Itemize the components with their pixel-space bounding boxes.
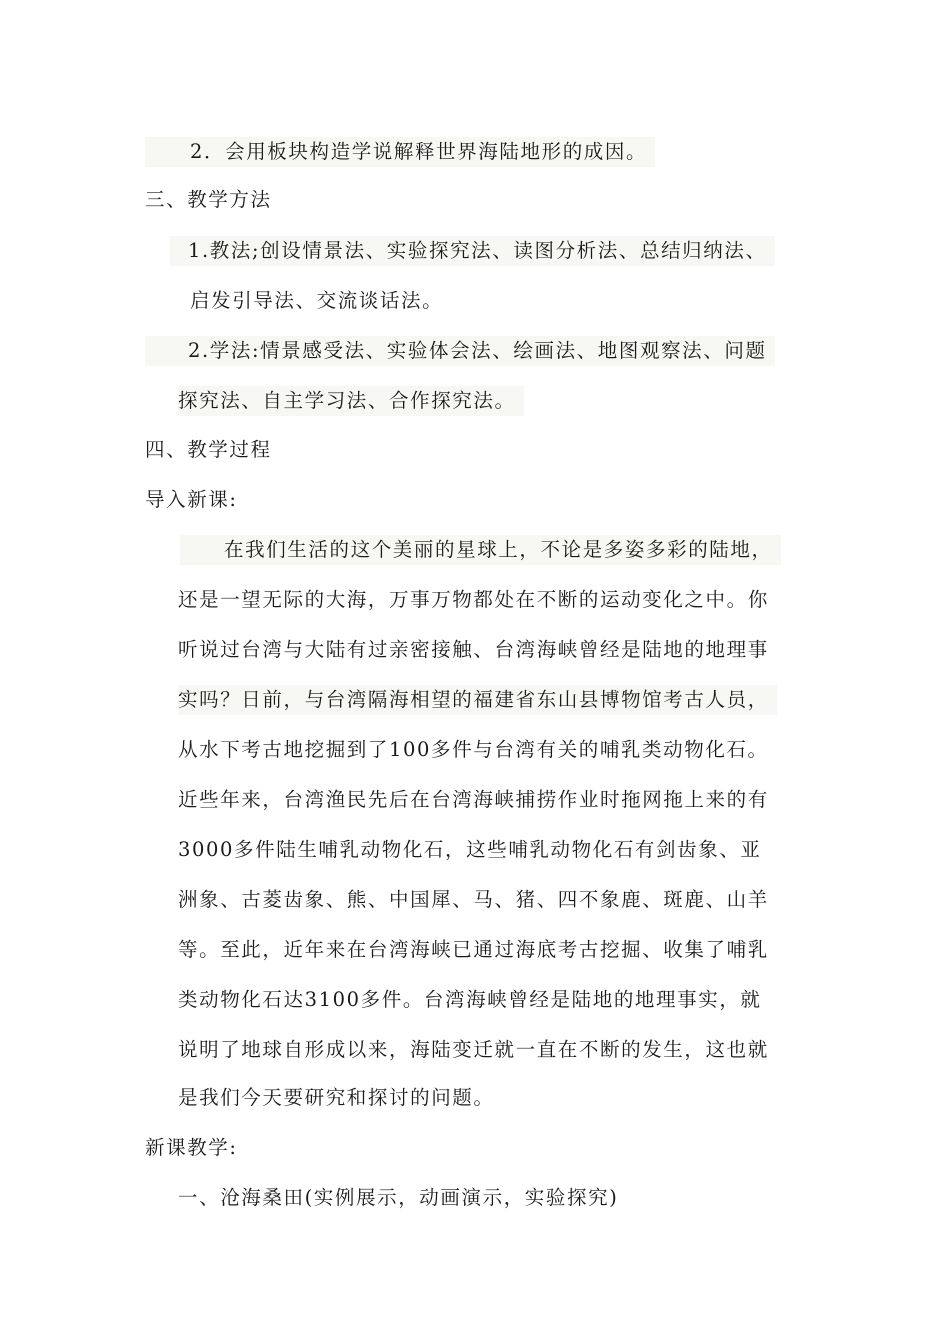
intro-paragraph-line: 听说过台湾与大陆有过亲密接触、台湾海峡曾经是陆地的地理事 [178,638,769,661]
intro-paragraph-line: 洲象、古菱齿象、熊、中国犀、马、猪、四不象鹿、斑鹿、山羊 [178,888,769,911]
intro-paragraph-line: 等。至此，近年来在台湾海峡已通过海底考古挖掘、收集了哺乳 [178,938,769,961]
intro-paragraph-line: 在我们生活的这个美丽的星球上，不论是多姿多彩的陆地， [180,535,781,565]
intro-paragraph-line: 从水下考古地挖掘到了100多件与台湾有关的哺乳类动物化石。 [178,738,769,761]
subheading-introduction: 导入新课: [145,488,238,511]
learning-method-line-2: 探究法、自主学习法、合作探究法。 [178,386,524,416]
lesson-section-heading: 一、沧海桑田(实例展示，动画演示，实验探究) [178,1186,619,1209]
intro-paragraph-line: 类动物化石达3100多件。台湾海峡曾经是陆地的地理事实，就 [178,988,762,1011]
teaching-method-line-2: 启发引导法、交流谈话法。 [190,289,444,312]
intro-paragraph-line: 是我们今天要研究和探讨的问题。 [178,1086,495,1109]
objective-item-2: 2．会用板块构造学说解释世界海陆地形的成因。 [145,137,655,167]
intro-paragraph-line: 实吗？日前，与台湾隔海相望的福建省东山县博物馆考古人员， [178,685,777,715]
subheading-new-lesson: 新课教学: [145,1136,238,1159]
section-heading-process: 四、教学过程 [145,438,272,461]
teaching-method-line-1: 1.教法;创设情景法、实验探究法、读图分析法、总结归纳法、 [170,236,775,266]
intro-paragraph-line: 说明了地球自形成以来，海陆变迁就一直在不断的发生，这也就 [178,1038,769,1061]
section-heading-methods: 三、教学方法 [145,188,272,211]
intro-paragraph-line: 近些年来，台湾渔民先后在台湾海峡捕捞作业时拖网拖上来的有 [178,788,769,811]
intro-paragraph-line: 还是一望无际的大海，万事万物都处在不断的运动变化之中。你 [178,588,769,611]
intro-paragraph-line: 3000多件陆生哺乳动物化石，这些哺乳动物化石有剑齿象、亚 [178,838,762,861]
learning-method-line-1: 2.学法:情景感受法、实验体会法、绘画法、地图观察法、问题 [145,336,775,366]
